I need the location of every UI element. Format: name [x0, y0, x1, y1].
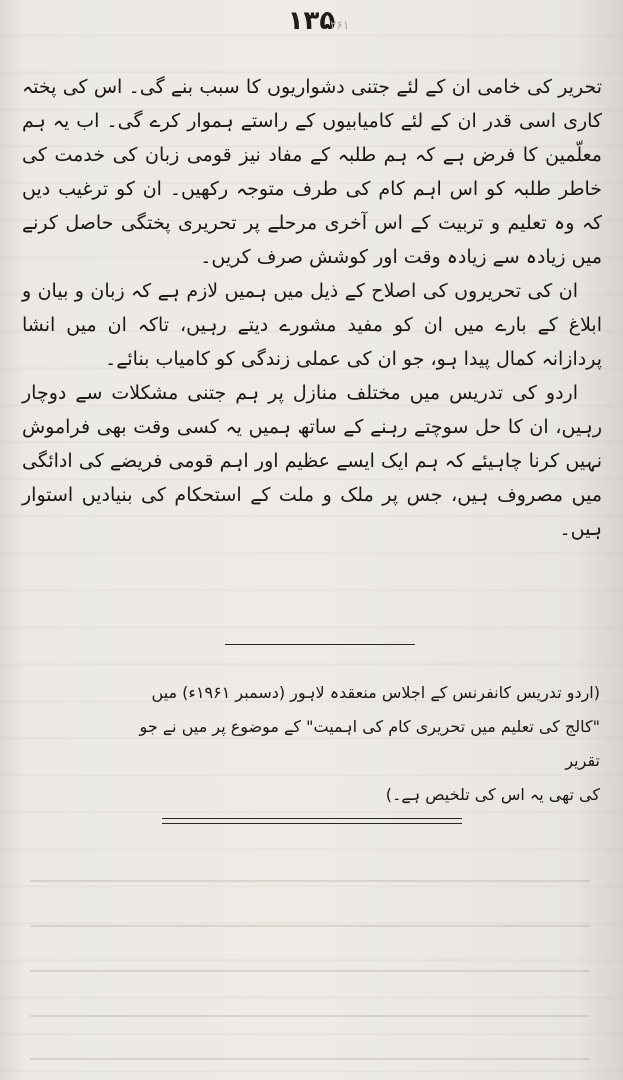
separator-line [225, 644, 415, 645]
bleed-through-line [30, 925, 590, 927]
bleed-through-line [30, 1058, 590, 1060]
body-text [22, 70, 602, 546]
footnote [130, 676, 600, 812]
page-number: ۱۳۵ [287, 6, 336, 36]
bleed-through-line [30, 880, 590, 882]
footnote-line-2: "کالج کی تعلیم میں تحریری کام کی اہمیت" کے موضوع پر میں نے جو تقریر [139, 717, 600, 770]
bleed-through-line [30, 1015, 590, 1017]
footnote-line-3: کی تھی یہ اس کی تلخیص ہے۔) [385, 785, 600, 804]
paragraph-3: اردو کی تدریس میں مختلف منازل پر ہم جتنی مشکلات سے دوچار رہیں، ان کا حل سوچتے رہنے کے ساتھ ہمیں یہ کسی وقت بھی فراموش نہیں کرنا چاہیئے کہ ہم ایک ایسے عظیم اور اہم قومی فریضے کی ادائگی میں مصروف ہیں، جس پر ملک و ملت کے استحکام کی بنیادیں استوار ہیں۔ [22, 382, 602, 540]
bleed-through-line [30, 970, 590, 972]
end-double-rule [162, 818, 462, 824]
paragraph-2: ان کی تحریروں کی اصلاح کے ذیل میں ہمیں لازم ہے کہ زبان و بیان و ابلاغ کے بارے میں ان کو مفید مشورے دیتے رہیں، تاکہ ان میں انشا پردازانہ کمال پیدا ہو، جو ان کی عملی زندگی کو کامیاب بنائے۔ [22, 280, 602, 370]
margin-mark: ۲۶۱ [330, 18, 350, 32]
paragraph-1: تحریر کی خامی ان کے لئے جتنی دشواریوں کا سبب بنے گی۔ اس کی پختہ کاری اسی قدر ان کے لئے کامیابیوں کے راستے ہموار کرے گی۔ اب یہ ہم معلّمین کا فرض ہے کہ ہم طلبہ کے مفاد نیز قومی زبان کی خدمت کی خاطر طلبہ کو اس اہم کام کی طرف متوجہ رکھیں۔ ان کو ترغیب دیں کہ وہ تعلیم و تربیت کے اس آخری مرحلے پر تحریری پختگی حاصل کرنے میں زیادہ سے زیادہ وقت اور کوشش صرف کریں۔ [22, 76, 602, 268]
footnote-line-1: (اردو تدریس کانفرنس کے اجلاس منعقدہ لاہور (دسمبر ۱۹۶۱ء) میں [151, 683, 600, 702]
